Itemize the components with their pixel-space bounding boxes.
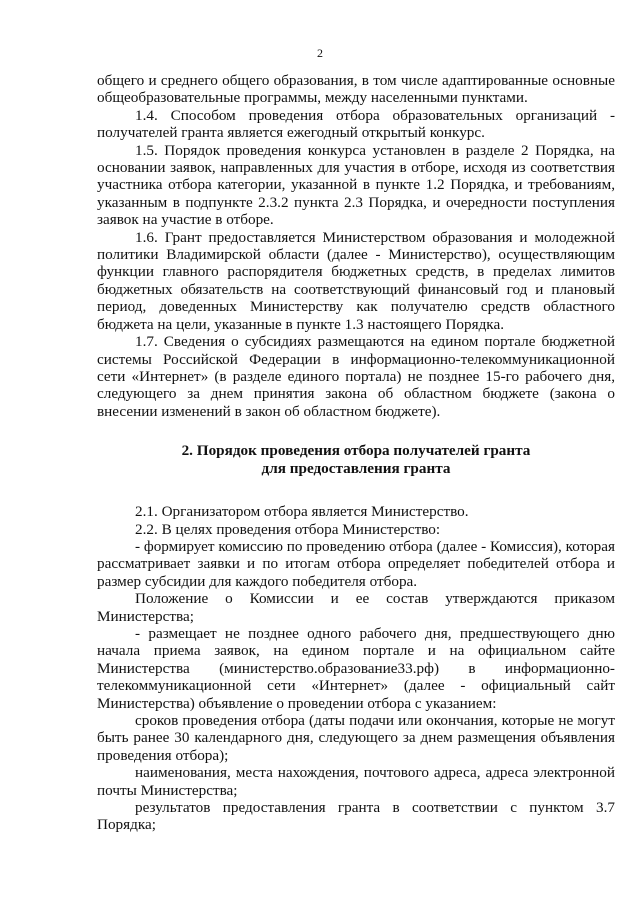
section-heading-line-2: для предоставления гранта	[261, 460, 451, 478]
paragraph: 2.1. Организатором отбора является Министерство.	[135, 503, 469, 521]
paragraphs-before-heading	[97, 72, 615, 420]
paragraph: 1.7. Сведения о субсидиях размещаются на едином портале бюджетной системы Российской Федерации в информационно-телекоммуникационной сети «Интернет» (в разделе единого портала) не позднее 15-го рабочего дня, следующего за днем принятия закона об областном бюджете (закона о внесении изменений в закон об областном бюджете).	[97, 333, 615, 420]
paragraph: 2.2. В целях проведения отбора Министерство:	[135, 520, 441, 538]
paragraph: - размещает не позднее одного рабочего дня, предшествующего дню начала приема заявок, на едином портале и на официальном сайте Министерства (министерство.образование33.рф) в информационно-телекоммуникационной сети «Интернет» (далее - официальный сайт Министерства) объявление о проведении отбора с указанием:	[97, 624, 615, 712]
page-number: 2	[317, 46, 323, 60]
document-body	[97, 72, 615, 834]
paragraph: Положение о Комиссии и ее состав утверждаются приказом Министерства;	[97, 590, 615, 625]
paragraph: 1.6. Грант предоставляется Министерством образования и молодежной политики Владимирской области (далее - Министерство), осуществляющим функции главного распорядителя бюджетных средств, в пределах лимитов бюджетных обязательств на соответствующий финансовый год и плановый период, доведенных Министерству как получателю средств областного бюджета на цели, указанные в пункте 1.3 настоящего Порядка.	[97, 228, 615, 333]
paragraph: результатов предоставления гранта в соответствии с пунктом 3.7 Порядка;	[97, 799, 615, 834]
paragraph: 1.4. Способом проведения отбора образовательных организаций - получателей гранта является ежегодный открытый конкурс.	[97, 106, 615, 142]
section-heading-line-1: 2. Порядок проведения отбора получателей гранта	[181, 442, 531, 460]
paragraphs-after-heading	[97, 503, 615, 834]
section-heading	[97, 442, 615, 478]
paragraph: наименования, места нахождения, почтового адреса, адреса электронной почты Министерства;	[97, 764, 615, 799]
paragraph: 1.5. Порядок проведения конкурса установлен в разделе 2 Порядка, на основании заявок, направленных для участия в отборе, исходя из соответствия участника отбора категории, указанной в пункте 1.2 Порядка, и требованиям, указанным в подпункте 2.3.2 пункта 2.3 Порядка, и очередности поступления заявок на участие в отборе.	[97, 141, 615, 229]
paragraph: сроков проведения отбора (даты подачи или окончания, которые не могут быть ранее 30 календарного дня, следующего за днем размещения объявления проведения отбора);	[97, 712, 615, 764]
paragraph: общего и среднего общего образования, в том числе адаптированные основные общеобразовательные программы, между населенными пунктами.	[97, 72, 615, 107]
paragraph: - формирует комиссию по проведению отбора (далее - Комиссия), которая рассматривает заявки и по итогам отбора определяет победителей отбора и размер субсидии для каждого победителя отбора.	[97, 537, 615, 590]
